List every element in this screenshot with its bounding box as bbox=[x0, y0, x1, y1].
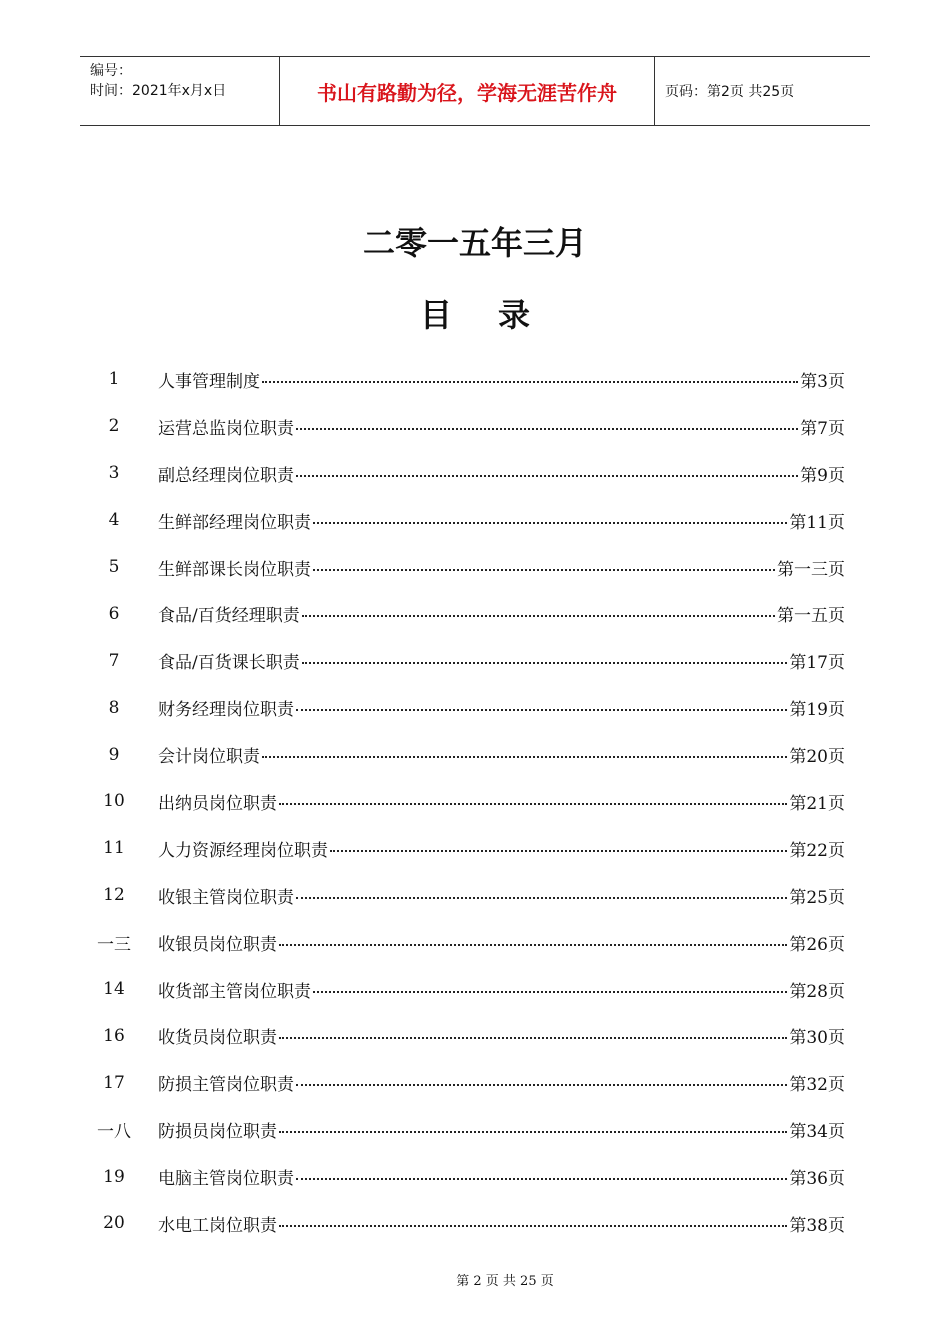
toc-entry[interactable] bbox=[0, 637, 950, 684]
toc-entry-line bbox=[158, 1164, 845, 1189]
toc-entry-title: 会计岗位职责 bbox=[158, 747, 260, 768]
toc-entry-line bbox=[158, 789, 845, 814]
toc-entry-line bbox=[158, 601, 845, 626]
toc-entry-page: 第21页 bbox=[789, 793, 845, 814]
dot-leader bbox=[279, 802, 787, 805]
header-page-info: 页码：第2页 共25页 bbox=[665, 84, 795, 100]
dot-leader bbox=[313, 521, 787, 524]
toc-entry-page: 第11页 bbox=[789, 512, 845, 533]
toc-entry-number: 4 bbox=[108, 510, 120, 531]
number-label: 编号： bbox=[90, 63, 132, 79]
toc-entry-title: 收货员岗位职责 bbox=[158, 1028, 277, 1049]
dot-leader bbox=[262, 755, 787, 758]
toc-entry-line bbox=[158, 414, 845, 439]
date-title: 二零一五年三月 bbox=[362, 224, 587, 262]
toc-entry-title: 食品/百货经理职责 bbox=[158, 606, 300, 627]
toc-entry-title: 食品/百货课长职责 bbox=[158, 653, 300, 674]
toc-entry-title: 防损主管岗位职责 bbox=[158, 1075, 294, 1096]
toc-entry[interactable] bbox=[0, 825, 950, 872]
toc-entry-title: 生鲜部课长岗位职责 bbox=[158, 559, 311, 580]
toc-entry-line bbox=[158, 648, 845, 673]
toc-entry[interactable] bbox=[0, 1059, 950, 1106]
toc-entry-page: 第30页 bbox=[789, 1028, 845, 1049]
toc-entry-line bbox=[158, 461, 845, 486]
table-of-contents bbox=[0, 356, 950, 1247]
toc-entry-page: 第34页 bbox=[789, 1122, 845, 1143]
toc-entry-page: 第3页 bbox=[800, 371, 845, 392]
toc-entry[interactable] bbox=[0, 590, 950, 637]
toc-entry-title: 副总经理岗位职责 bbox=[158, 465, 294, 486]
toc-entry-line bbox=[158, 742, 845, 767]
toc-entry-number: 7 bbox=[108, 650, 120, 671]
dot-leader bbox=[279, 1224, 787, 1227]
toc-entry[interactable] bbox=[0, 684, 950, 731]
toc-entry[interactable] bbox=[0, 1106, 950, 1153]
toc-entry-number: 19 bbox=[103, 1166, 125, 1187]
toc-entry-number: 一八 bbox=[97, 1122, 131, 1143]
toc-entry-line bbox=[158, 836, 845, 861]
toc-entry[interactable] bbox=[0, 966, 950, 1013]
toc-entry-number: 6 bbox=[108, 603, 120, 624]
dot-leader bbox=[262, 380, 798, 383]
toc-entry-line bbox=[158, 1070, 845, 1095]
toc-entry[interactable] bbox=[0, 356, 950, 403]
toc-entry-page: 第36页 bbox=[789, 1169, 845, 1190]
dot-leader bbox=[296, 474, 798, 477]
toc-entry-page: 第7页 bbox=[800, 418, 845, 439]
toc-entry[interactable] bbox=[0, 731, 950, 778]
toc-entry-page: 第25页 bbox=[789, 887, 845, 908]
toc-entry-number: 3 bbox=[108, 463, 120, 484]
toc-entry-page: 第一三页 bbox=[777, 559, 845, 580]
toc-entry-number: 8 bbox=[108, 697, 120, 718]
toc-entry-line bbox=[158, 1211, 845, 1236]
toc-entry-title: 运营总监岗位职责 bbox=[158, 418, 294, 439]
toc-entry-number: 12 bbox=[103, 885, 125, 906]
toc-entry-page: 第9页 bbox=[800, 465, 845, 486]
dot-leader bbox=[279, 1130, 787, 1133]
toc-entry-page: 第32页 bbox=[789, 1075, 845, 1096]
toc-entry-line bbox=[158, 555, 845, 580]
toc-entry-number: 20 bbox=[103, 1213, 125, 1234]
toc-entry-number: 9 bbox=[108, 744, 120, 765]
toc-entry-title: 财务经理岗位职责 bbox=[158, 700, 294, 721]
dot-leader bbox=[313, 990, 787, 993]
toc-entry-line bbox=[158, 695, 845, 720]
toc-entry[interactable] bbox=[0, 544, 950, 591]
toc-entry-number: 一三 bbox=[97, 934, 131, 955]
toc-entry-page: 第19页 bbox=[789, 700, 845, 721]
toc-entry-line bbox=[158, 977, 845, 1002]
toc-entry-line bbox=[158, 508, 845, 533]
dot-leader bbox=[302, 614, 775, 617]
toc-entry-number: 1 bbox=[108, 369, 120, 390]
toc-entry-number: 14 bbox=[103, 979, 125, 1000]
toc-entry-number: 5 bbox=[108, 557, 120, 577]
dot-leader bbox=[279, 943, 787, 946]
toc-entry-line bbox=[158, 930, 845, 955]
dot-leader bbox=[296, 708, 787, 711]
toc-entry-title: 电脑主管岗位职责 bbox=[158, 1169, 294, 1190]
toc-entry-page: 第38页 bbox=[789, 1215, 845, 1236]
toc-entry-line bbox=[158, 1023, 845, 1048]
dot-leader bbox=[296, 896, 787, 899]
toc-entry-page: 第一五页 bbox=[777, 606, 845, 627]
time-label: 时间：2021年x月x日 bbox=[90, 83, 227, 99]
toc-entry-line bbox=[158, 1117, 845, 1142]
dot-leader bbox=[296, 427, 798, 430]
toc-entry-title: 人事管理制度 bbox=[158, 371, 260, 392]
toc-entry[interactable] bbox=[0, 919, 950, 966]
toc-entry[interactable] bbox=[0, 450, 950, 497]
toc-entry-page: 第22页 bbox=[789, 840, 845, 861]
toc-entry-page: 第28页 bbox=[789, 981, 845, 1002]
toc-entry-page: 第20页 bbox=[789, 747, 845, 768]
toc-title: 目录 bbox=[419, 296, 576, 334]
toc-entry[interactable] bbox=[0, 497, 950, 544]
toc-entry-line bbox=[158, 883, 845, 908]
header-meta bbox=[80, 57, 280, 125]
toc-entry-title: 收货部主管岗位职责 bbox=[158, 981, 311, 1002]
toc-entry-number: 17 bbox=[103, 1072, 125, 1093]
toc-entry[interactable] bbox=[0, 778, 950, 825]
dot-leader bbox=[296, 1083, 787, 1086]
toc-entry-number: 16 bbox=[103, 1025, 125, 1046]
toc-entry-title: 人力资源经理岗位职责 bbox=[158, 840, 328, 861]
page-header bbox=[80, 56, 870, 126]
toc-entry-title: 水电工岗位职责 bbox=[158, 1215, 277, 1236]
dot-leader bbox=[279, 1036, 787, 1039]
toc-entry[interactable] bbox=[0, 403, 950, 450]
dot-leader bbox=[313, 568, 775, 571]
toc-entry[interactable] bbox=[0, 1200, 950, 1247]
toc-entry-title: 出纳员岗位职责 bbox=[158, 793, 277, 814]
toc-entry-line bbox=[158, 367, 845, 392]
dot-leader bbox=[330, 849, 787, 852]
toc-entry-title: 生鲜部经理岗位职责 bbox=[158, 512, 311, 533]
toc-entry-number: 10 bbox=[103, 791, 125, 812]
toc-entry-title: 防损员岗位职责 bbox=[158, 1122, 277, 1143]
toc-entry-number: 11 bbox=[103, 838, 125, 859]
toc-entry-title: 收银主管岗位职责 bbox=[158, 887, 294, 908]
toc-entry-title: 收银员岗位职责 bbox=[158, 934, 277, 955]
toc-entry[interactable] bbox=[0, 1012, 950, 1059]
toc-entry[interactable] bbox=[0, 872, 950, 919]
page-footer: 第 2 页 共 25 页 bbox=[456, 1274, 554, 1289]
toc-entry-page: 第17页 bbox=[789, 653, 845, 674]
toc-entry[interactable] bbox=[0, 1153, 950, 1200]
toc-entry-number: 2 bbox=[108, 416, 120, 437]
header-motto: 书山有路勤为径，学海无涯苦作舟 bbox=[280, 57, 655, 125]
toc-entry-page: 第26页 bbox=[789, 934, 845, 955]
dot-leader bbox=[302, 661, 788, 664]
dot-leader bbox=[296, 1177, 787, 1180]
